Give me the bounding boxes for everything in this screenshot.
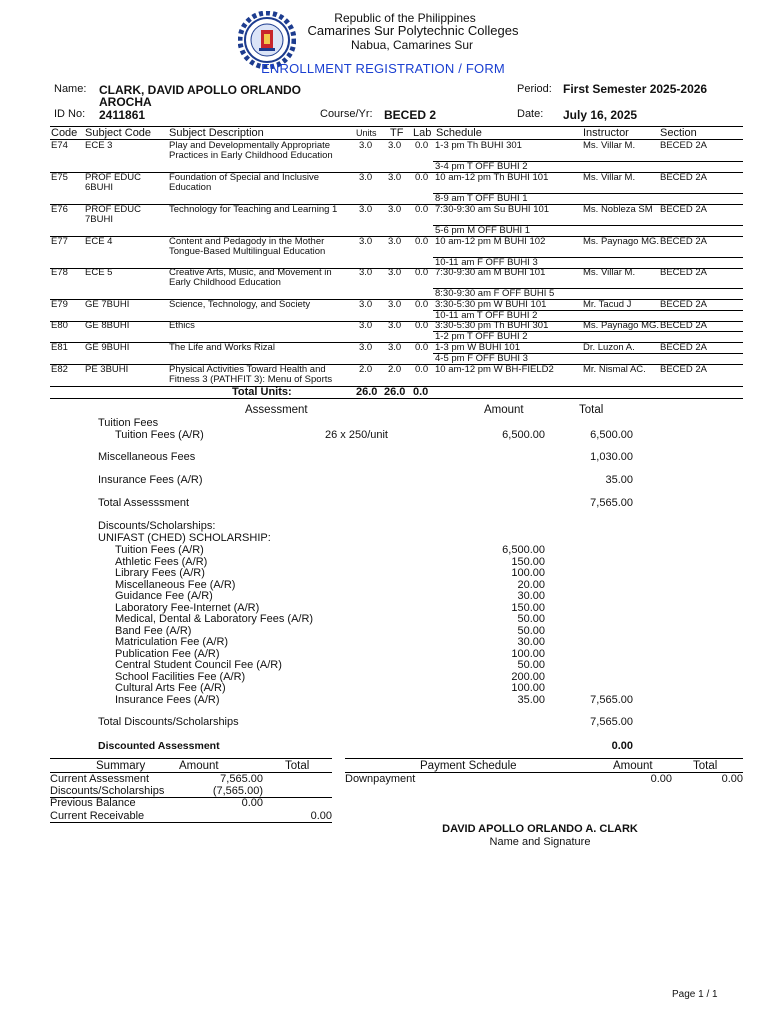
discount-label: Guidance Fee (A/R) bbox=[115, 590, 213, 602]
summary-row-amount: 0.00 bbox=[241, 797, 263, 810]
cell-units: 3.0 bbox=[359, 299, 373, 310]
discount-label: Library Fees (A/R) bbox=[115, 567, 205, 579]
cell-subject-code: ECE 5 bbox=[85, 267, 113, 278]
payment-amount-heading: Amount bbox=[613, 760, 653, 772]
student-id: 2411861 bbox=[99, 108, 146, 122]
cell-units: 3.0 bbox=[359, 342, 373, 353]
period-label: Period: bbox=[517, 83, 552, 95]
cell-tf: 3.0 bbox=[388, 172, 402, 183]
cell-instructor: Ms. Paynago MG. bbox=[583, 320, 660, 331]
misc-total: 1,030.00 bbox=[590, 451, 633, 463]
discount-label: Matriculation Fee (A/R) bbox=[115, 636, 229, 648]
tuition-label: Tuition Fees (A/R) bbox=[115, 429, 204, 441]
cell-units: 3.0 bbox=[359, 172, 373, 183]
cell-description: Creative Arts, Music, and Movement in bbox=[169, 267, 332, 278]
payment-row-total: 0.00 bbox=[721, 773, 743, 785]
cell-subject-code-cont: 7BUHI bbox=[85, 214, 113, 225]
cell-units: 3.0 bbox=[359, 320, 373, 331]
cell-description: Play and Developmentally Appropriate bbox=[169, 140, 331, 151]
cell-lab: 0.0 bbox=[415, 172, 429, 183]
cell-instructor: Ms. Nobleza SM bbox=[583, 204, 653, 215]
discount-amount: 150.00 bbox=[511, 601, 545, 614]
discount-label: Cultural Arts Fee (A/R) bbox=[115, 682, 226, 694]
summary-row-label: Previous Balance bbox=[50, 797, 136, 810]
cell-schedule-extra: 8:30-9:30 am F OFF BUHI 5 bbox=[435, 288, 555, 299]
col-description: Subject Description bbox=[169, 127, 264, 139]
col-tf: TF bbox=[390, 127, 404, 139]
cell-schedule: 1-3 pm W BUHI 101 bbox=[435, 342, 520, 353]
summary-rule bbox=[50, 822, 332, 823]
discount-label: Tuition Fees (A/R) bbox=[115, 544, 204, 556]
page-number: Page 1 / 1 bbox=[672, 989, 718, 1000]
misc-label: Miscellaneous Fees bbox=[98, 451, 196, 463]
cell-description: The Life and Works Rizal bbox=[169, 342, 275, 353]
cell-description: Foundation of Special and Inclusive bbox=[169, 172, 319, 183]
cell-schedule-extra: 4-5 pm F OFF BUHI 3 bbox=[435, 353, 528, 364]
cell-instructor: Mr. Nismal AC. bbox=[583, 364, 646, 375]
cell-schedule-extra: 5-6 pm M OFF BUHI 1 bbox=[435, 225, 531, 236]
cell-lab: 0.0 bbox=[415, 204, 429, 215]
col-instructor: Instructor bbox=[583, 127, 629, 139]
cell-schedule: 7:30-9:30 am Su BUHI 101 bbox=[435, 204, 550, 215]
cell-instructor: Ms. Villar M. bbox=[583, 172, 636, 183]
cell-section: BECED 2A bbox=[660, 204, 707, 215]
cell-subject-code-cont: 6BUHI bbox=[85, 182, 113, 193]
cell-code: E80 bbox=[51, 320, 68, 331]
discount-amount: 20.00 bbox=[517, 578, 545, 591]
summary-amount-heading: Amount bbox=[179, 760, 219, 772]
cell-schedule: 10 am-12 pm Th BUHI 101 bbox=[435, 172, 549, 183]
cell-description: Science, Technology, and Society bbox=[169, 299, 311, 310]
total-units-label: Total Units: bbox=[232, 386, 292, 398]
name-label: Name: bbox=[54, 83, 87, 95]
discount-amount: 50.00 bbox=[517, 659, 545, 671]
discount-label: Athletic Fees (A/R) bbox=[115, 555, 208, 568]
id-label: ID No: bbox=[54, 108, 86, 120]
cell-schedule: 3:30-5:30 pm Th BUHI 301 bbox=[435, 320, 549, 331]
cell-section: BECED 2A bbox=[660, 342, 707, 353]
cell-description: Ethics bbox=[169, 320, 195, 331]
scholarship-name: UNIFAST (CHED) SCHOLARSHIP: bbox=[98, 532, 271, 544]
tuition-amount: 6,500.00 bbox=[502, 429, 545, 441]
cell-description: Physical Activities Toward Health and bbox=[169, 364, 326, 375]
cell-description: Content and Pedagody in the Mother bbox=[169, 236, 325, 247]
cell-lab: 0.0 bbox=[415, 236, 429, 247]
cell-code: E77 bbox=[51, 236, 68, 247]
cell-subject-code: ECE 4 bbox=[85, 236, 113, 247]
cell-units: 3.0 bbox=[359, 140, 373, 151]
college-name: Camarines Sur Polytechnic Colleges bbox=[307, 23, 519, 38]
discount-amount: 35.00 bbox=[517, 693, 545, 706]
totals-rule bbox=[50, 398, 743, 399]
cell-units: 2.0 bbox=[359, 364, 373, 375]
cell-code: E74 bbox=[51, 140, 68, 151]
student-name: CLARK, DAVID APOLLO ORLANDO bbox=[99, 83, 301, 97]
total-assessment-label: Total Assesssment bbox=[98, 497, 190, 509]
payment-row-amount: 0.00 bbox=[650, 773, 672, 785]
discount-amount: 30.00 bbox=[517, 636, 545, 648]
cell-code: E78 bbox=[51, 267, 68, 278]
discount-label: Insurance Fees (A/R) bbox=[115, 693, 220, 706]
signature-caption: Name and Signature bbox=[489, 836, 591, 848]
summary-heading: Summary bbox=[96, 760, 146, 772]
tuition-heading: Tuition Fees bbox=[98, 417, 159, 429]
cell-section: BECED 2A bbox=[660, 140, 707, 151]
discount-label: Central Student Council Fee (A/R) bbox=[115, 659, 282, 671]
cell-schedule-extra: 3-4 pm T OFF BUHI 2 bbox=[435, 161, 528, 172]
cell-instructor: Dr. Luzon A. bbox=[583, 342, 635, 353]
cell-subject-code: PROF EDUC bbox=[85, 172, 141, 183]
discount-amount: 200.00 bbox=[511, 670, 545, 683]
cell-description-cont: Education bbox=[169, 182, 212, 193]
cell-section: BECED 2A bbox=[660, 364, 707, 375]
form-title: ENROLLMENT REGISTRATION / FORM bbox=[261, 61, 505, 76]
summary-row-label: Current Receivable bbox=[50, 809, 145, 822]
student-name-cont: AROCHA bbox=[99, 95, 152, 109]
summary-total-heading: Total bbox=[285, 760, 310, 772]
payment-total-heading: Total bbox=[693, 760, 718, 772]
discount-items-total: 7,565.00 bbox=[590, 694, 633, 706]
col-subject-code: Subject Code bbox=[85, 127, 152, 139]
cell-lab: 0.0 bbox=[415, 364, 429, 375]
cell-tf: 2.0 bbox=[388, 364, 402, 375]
cell-schedule: 1-3 pm Th BUHI 301 bbox=[435, 140, 522, 151]
date-label: Date: bbox=[517, 108, 544, 120]
discount-label: Miscellaneous Fee (A/R) bbox=[115, 578, 236, 591]
cell-schedule: 10 am-12 pm M BUHI 102 bbox=[435, 236, 546, 247]
discount-amount: 100.00 bbox=[511, 647, 545, 660]
col-schedule: Schedule bbox=[436, 127, 482, 139]
cell-tf: 3.0 bbox=[388, 204, 402, 215]
cell-subject-code: GE 7BUHI bbox=[85, 299, 130, 310]
cell-code: E82 bbox=[51, 364, 68, 375]
cell-lab: 0.0 bbox=[415, 299, 429, 310]
discount-amount: 6,500.00 bbox=[502, 544, 545, 556]
col-lab: Lab bbox=[413, 127, 432, 139]
cell-section: BECED 2A bbox=[660, 320, 707, 331]
cell-subject-code: GE 8BUHI bbox=[85, 320, 130, 331]
cell-code: E76 bbox=[51, 204, 68, 215]
course-label: Course/Yr: bbox=[320, 108, 373, 120]
cell-description-cont: Tongue-Based Multilingual Education bbox=[169, 246, 326, 257]
discount-amount: 30.00 bbox=[517, 590, 545, 602]
cell-units: 3.0 bbox=[359, 267, 373, 278]
col-section: Section bbox=[660, 127, 697, 139]
cell-tf: 3.0 bbox=[388, 140, 402, 151]
discount-amount: 100.00 bbox=[511, 567, 545, 579]
summary-row-label: Discounts/Scholarships bbox=[50, 785, 165, 798]
cell-tf: 3.0 bbox=[388, 236, 402, 247]
cell-section: BECED 2A bbox=[660, 236, 707, 247]
course-value: BECED 2 bbox=[384, 108, 437, 122]
discount-label: Medical, Dental & Laboratory Fees (A/R) bbox=[115, 613, 314, 625]
summary-row-label: Current Assessment bbox=[50, 773, 150, 785]
tuition-total: 6,500.00 bbox=[590, 429, 633, 441]
discount-label: Laboratory Fee-Internet (A/R) bbox=[115, 601, 260, 614]
cell-subject-code: PROF EDUC bbox=[85, 204, 141, 215]
cell-schedule-extra: 8-9 am T OFF BUHI 1 bbox=[435, 193, 528, 204]
cell-subject-code: GE 9BUHI bbox=[85, 342, 130, 353]
payment-top-rule bbox=[345, 758, 743, 759]
cell-schedule: 7:30-9:30 am M BUHI 101 bbox=[435, 267, 546, 278]
cell-description-cont: Practices in Early Childhood Education bbox=[169, 150, 333, 161]
cell-schedule-extra: 1-2 pm T OFF BUHI 2 bbox=[435, 331, 528, 342]
cell-code: E81 bbox=[51, 342, 68, 353]
total-units: 26.0 bbox=[356, 386, 378, 398]
summary-top-rule bbox=[50, 758, 332, 759]
cell-description-cont: Early Childhood Education bbox=[169, 277, 281, 288]
cell-tf: 3.0 bbox=[388, 299, 402, 310]
signatory-name: DAVID APOLLO ORLANDO A. CLARK bbox=[442, 823, 638, 835]
cell-lab: 0.0 bbox=[415, 140, 429, 151]
cell-lab: 0.0 bbox=[415, 267, 429, 278]
cell-code: E75 bbox=[51, 172, 68, 183]
assessment-amount-heading: Amount bbox=[484, 404, 524, 416]
discount-amount: 50.00 bbox=[517, 624, 545, 637]
discount-label: School Facilities Fee (A/R) bbox=[115, 670, 246, 683]
cell-lab: 0.0 bbox=[415, 320, 429, 331]
cell-code: E79 bbox=[51, 299, 68, 310]
total-discounts-label: Total Discounts/Scholarships bbox=[98, 716, 239, 728]
period-value: First Semester 2025-2026 bbox=[563, 82, 708, 96]
tuition-rate: 26 x 250/unit bbox=[325, 429, 388, 441]
col-units: Units bbox=[356, 128, 377, 138]
cell-lab: 0.0 bbox=[415, 342, 429, 353]
cell-subject-code: PE 3BUHI bbox=[85, 364, 129, 375]
insurance-label: Insurance Fees (A/R) bbox=[98, 474, 203, 486]
summary-row-amount: 7,565.00 bbox=[220, 773, 263, 785]
cell-tf: 3.0 bbox=[388, 320, 402, 331]
cell-schedule: 3:30-5:30 pm W BUHI 101 bbox=[435, 299, 547, 310]
cell-description-cont: Fitness 3 (PATHFIT 3): Menu of Sports bbox=[169, 374, 333, 385]
cell-instructor: Mr. Tacud J bbox=[583, 299, 632, 310]
discounts-heading: Discounts/Scholarships: bbox=[98, 520, 216, 532]
discount-amount: 50.00 bbox=[517, 613, 545, 625]
cell-section: BECED 2A bbox=[660, 299, 707, 310]
summary-row-total: 0.00 bbox=[310, 809, 332, 822]
discount-label: Band Fee (A/R) bbox=[115, 624, 192, 637]
cell-description: Technology for Teaching and Learning 1 bbox=[169, 204, 338, 215]
assessment-heading: Assessment bbox=[245, 404, 308, 416]
payment-row-label: Downpayment bbox=[345, 773, 416, 785]
cell-subject-code: ECE 3 bbox=[85, 140, 113, 151]
cell-schedule-extra: 10-11 am F OFF BUHI 3 bbox=[435, 257, 538, 268]
payment-heading: Payment Schedule bbox=[420, 760, 517, 772]
total-tf: 26.0 bbox=[384, 386, 406, 398]
cell-instructor: Ms. Paynago MG. bbox=[583, 236, 660, 247]
cell-instructor: Ms. Villar M. bbox=[583, 140, 636, 151]
summary-row-amount: (7,565.00) bbox=[212, 785, 263, 798]
total-assessment-value: 7,565.00 bbox=[590, 497, 633, 509]
total-discounts-value: 7,565.00 bbox=[590, 716, 633, 728]
discount-label: Publication Fee (A/R) bbox=[115, 647, 220, 660]
date-value: July 16, 2025 bbox=[563, 108, 638, 122]
col-code: Code bbox=[51, 127, 78, 139]
cell-schedule-extra: 10-11 am T OFF BUHI 2 bbox=[435, 310, 538, 321]
discount-amount: 100.00 bbox=[511, 682, 545, 694]
cell-section: BECED 2A bbox=[660, 267, 707, 278]
discount-amount: 150.00 bbox=[511, 555, 545, 568]
total-lab: 0.0 bbox=[413, 386, 429, 398]
cell-section: BECED 2A bbox=[660, 172, 707, 183]
college-location: Nabua, Camarines Sur bbox=[350, 38, 474, 52]
cell-tf: 3.0 bbox=[388, 342, 402, 353]
discounted-assessment-label: Discounted Assessment bbox=[98, 740, 220, 752]
cell-tf: 3.0 bbox=[388, 267, 402, 278]
cell-schedule: 10 am-12 pm W BH-FIELD2 bbox=[435, 364, 554, 375]
discounted-assessment-value: 0.00 bbox=[611, 740, 633, 752]
insurance-total: 35.00 bbox=[605, 474, 633, 486]
cell-units: 3.0 bbox=[359, 204, 373, 215]
assessment-total-heading: Total bbox=[579, 404, 604, 416]
cell-units: 3.0 bbox=[359, 236, 373, 247]
cell-instructor: Ms. Villar M. bbox=[583, 267, 636, 278]
republic-line: Republic of the Philippines bbox=[334, 11, 476, 25]
